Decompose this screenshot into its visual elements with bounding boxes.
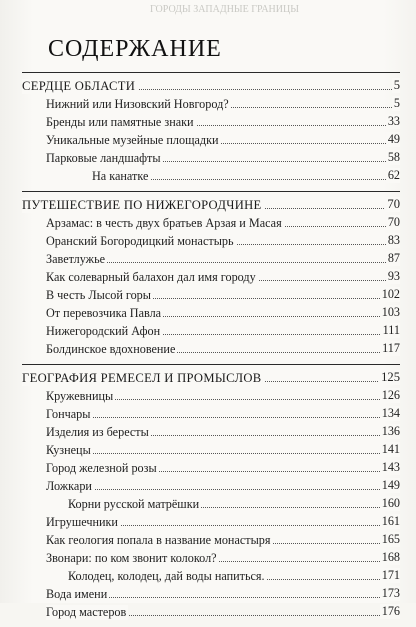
toc-entry (22, 602, 400, 620)
toc-entry (22, 303, 400, 321)
toc-entry (22, 321, 400, 339)
toc-entry (22, 267, 400, 285)
toc-entry (22, 512, 400, 530)
entry-page-number: 136 (381, 424, 400, 438)
dot-leader (46, 417, 400, 418)
entry-title: Ложкари (46, 479, 92, 493)
entry-page-number: 134 (381, 406, 400, 420)
entry-title: Игрушечники (46, 515, 118, 529)
entry-title: Колодец, колодец, дай воды напиться. (68, 569, 265, 583)
entry-title: Звонари: по ком звонит колокол? (46, 551, 217, 565)
toc-entry (22, 404, 400, 422)
entry-title: Город железной розы (46, 461, 157, 475)
entry-page-number: 160 (381, 496, 400, 510)
entry-title: Кузнецы (46, 443, 91, 457)
entry-title: В честь Лысой горы (46, 288, 151, 302)
toc-section-heading (22, 368, 400, 386)
entry-title: Как геология попала в название монастыря (46, 533, 271, 547)
toc-section-heading (22, 195, 400, 213)
entry-title: Изделия из бересты (46, 425, 149, 439)
section-title: СЕРДЦЕ ОБЛАСТИ (22, 79, 138, 94)
entry-page-number: 33 (387, 114, 400, 128)
toc-entry (22, 494, 400, 512)
toc-entry (22, 422, 400, 440)
entry-page-number: 102 (381, 287, 400, 301)
entry-page-number: 149 (381, 478, 400, 492)
entry-title: Город мастеров (46, 605, 127, 619)
toc-entry (22, 94, 400, 112)
entry-page-number: 171 (381, 568, 400, 582)
toc-entry (22, 530, 400, 548)
toc-entry (22, 386, 400, 404)
toc-entry (22, 440, 400, 458)
page-title: СОДЕРЖАНИЕ (48, 36, 222, 62)
toc-section (22, 72, 400, 184)
entry-page-number: 103 (381, 305, 400, 319)
entry-title: Кружевницы (46, 389, 114, 403)
entry-page-number: 117 (382, 341, 400, 355)
entry-page-number: 58 (387, 150, 400, 164)
toc-entry (22, 148, 400, 166)
entry-title: Бренды или памятные знаки (46, 115, 194, 129)
entry-page-number: 83 (387, 233, 400, 247)
entry-title: Гончары (46, 407, 91, 421)
entry-title: Парковые ландшафты (46, 151, 161, 165)
toc-entry (22, 130, 400, 148)
entry-page-number: 87 (387, 251, 400, 265)
entry-title: Нижний или Низовский Новгород? (46, 97, 229, 111)
entry-page-number: 173 (381, 586, 400, 600)
section-title: ГЕОГРАФИЯ РЕМЕСЕЛ И ПРОМЫСЛОВ (22, 371, 264, 386)
entry-page-number: 141 (381, 442, 400, 456)
entry-title: Арзамас: в честь двух братьев Арзая и Масая (46, 216, 282, 230)
toc-entry (22, 213, 400, 231)
toc-section-heading (22, 76, 400, 94)
section-title: ПУТЕШЕСТВИЕ ПО НИЖЕГОРОДЧИНЕ (22, 198, 264, 213)
entry-page-number: 49 (387, 132, 400, 146)
entry-page-number: 62 (387, 168, 400, 182)
entry-title: Оранский Богородицкий монастырь (46, 234, 234, 248)
toc-entry (22, 548, 400, 566)
entry-title: Заветлужье (46, 252, 106, 266)
toc-entry (22, 476, 400, 494)
entry-page-number: 5 (393, 96, 400, 110)
toc-entry (22, 249, 400, 267)
toc-entry (22, 339, 400, 357)
entry-title: На канатке (92, 169, 149, 183)
dot-leader (46, 453, 400, 454)
entry-page-number: 111 (382, 323, 400, 337)
toc-section (22, 364, 400, 620)
section-page-number: 5 (393, 78, 400, 92)
toc-entry (22, 231, 400, 249)
toc-entry (22, 458, 400, 476)
toc-entry (22, 584, 400, 602)
entry-title: Как солеварный балахон дал имя городу (46, 270, 256, 284)
entry-page-number: 143 (381, 460, 400, 474)
toc-entry (22, 112, 400, 130)
bleed-through-text: ГОРОДЫ ЗАПАДНЫЕ ГРАНИЦЫ (150, 4, 299, 15)
entry-page-number: 161 (381, 514, 400, 528)
entry-title: Вода имени (46, 587, 108, 601)
section-page-number: 125 (381, 370, 400, 384)
entry-title: Нижегородский Афон (46, 324, 161, 338)
section-page-number: 70 (387, 197, 400, 211)
dot-leader (46, 489, 400, 490)
toc-entry (22, 285, 400, 303)
entry-title: От перевозчика Павла (46, 306, 162, 320)
table-of-contents (22, 72, 400, 627)
entry-title: Болдинское вдохновение (46, 342, 176, 356)
entry-title: Уникальные музейные площадки (46, 133, 219, 147)
entry-page-number: 70 (387, 215, 400, 229)
entry-page-number: 176 (381, 604, 400, 618)
toc-section (22, 191, 400, 357)
entry-page-number: 168 (381, 550, 400, 564)
toc-entry (22, 166, 400, 184)
entry-page-number: 165 (381, 532, 400, 546)
entry-page-number: 126 (381, 388, 400, 402)
entry-page-number: 93 (387, 269, 400, 283)
entry-title: Корни русской матрёшки (68, 497, 200, 511)
toc-entry (22, 566, 400, 584)
